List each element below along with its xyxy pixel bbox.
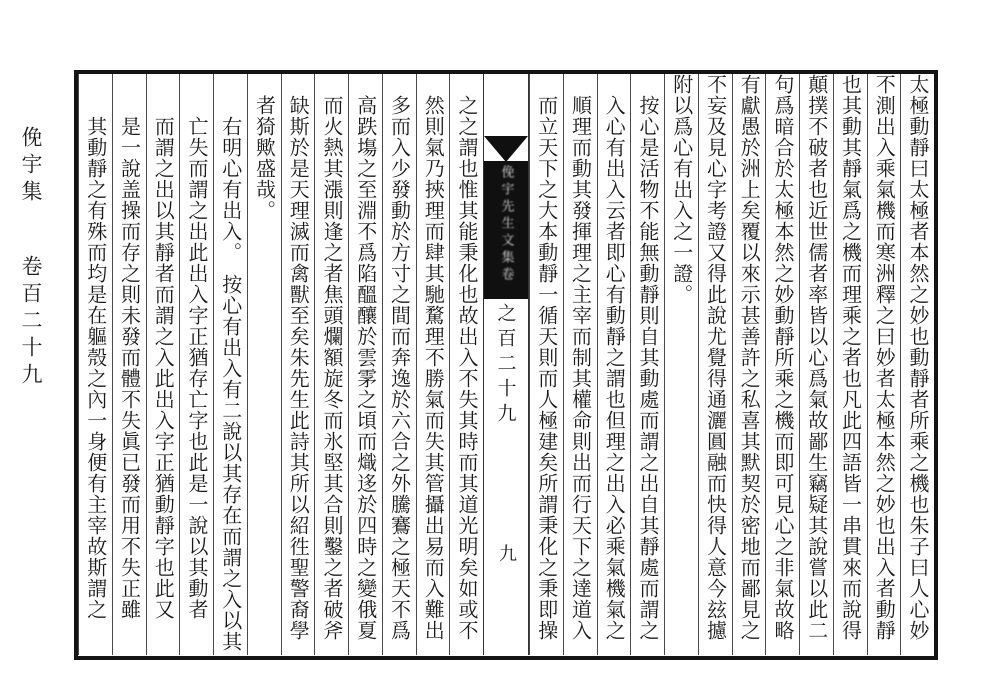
text-column: 缺斯於是天理滅而禽獸至矣朱先生此詩其所以紹徃聖警裔學 xyxy=(281,74,315,656)
text-column: 附以爲心有出入之一證。 xyxy=(664,74,698,656)
right-column-group xyxy=(529,74,934,656)
text-column: 按心是活物不能無動靜則自其動處而謂之出自其靜處而謂之 xyxy=(630,74,664,656)
text-column: 高跌塲之至淵不爲陷醞釀於雲雺之頃而熾迻於四時之變俄夏 xyxy=(348,74,382,656)
collection-title: 俛宇集 xyxy=(19,126,43,207)
text-column: 不妄及見心字考證又得此說尤覺得通灑圓融而快得人意今玆攄 xyxy=(698,74,732,656)
left-column-group xyxy=(78,74,483,656)
text-column: 入心有出入云者即心有動靜之謂也但理之出入必乘氣機氣之 xyxy=(597,74,631,656)
text-column: 而火熱其漲則逢之者焦頭爛額旋冬而氷堅其合則鑿之者破斧 xyxy=(314,74,348,656)
text-column: 之之謂也惟其能秉化也故出入不失其時而其道光明矣如或不 xyxy=(449,74,483,656)
text-column: 然則氣乃挾理而肆其馳騖理不勝氣而失其管攝出易而入難出 xyxy=(416,74,450,656)
page-number: 九 xyxy=(496,544,517,562)
banxin-column xyxy=(483,74,529,656)
text-column: 者猗歟盛哉。 xyxy=(247,74,281,656)
text-columns xyxy=(78,74,934,656)
text-column: 太極動靜曰太極者本然之妙也動靜者所乘之機也朱子曰人心妙 xyxy=(900,74,934,656)
text-column: 亡失而謂之出此出入字正猶存亡字也此是一說以其動者 xyxy=(179,74,213,656)
banxin-book-title: 俛宇先生文集卷 xyxy=(498,165,514,284)
text-column: 多而入少發動於方寸之間而奔逸於六合之外騰鶱之極天不爲 xyxy=(382,74,416,656)
text-column: 順理而動其發揮理之主宰而制其權命則出而行天下之達道入 xyxy=(563,74,597,656)
text-column: 顛撲不破者也近世儒者率皆以心爲氣故鄙生竊疑其說嘗以此二 xyxy=(799,74,833,656)
text-column: 右明心有出入。 按心有出入有二說以其存在而謂之入以其 xyxy=(213,74,247,656)
banxin-title-bar xyxy=(484,161,528,299)
text-column: 不測出入乘氣機而寒洲釋之曰妙者太極本然之妙也出入者動靜 xyxy=(867,74,901,656)
fishtail-mark xyxy=(484,136,528,162)
text-frame xyxy=(74,70,938,660)
margin-volume-title xyxy=(16,126,46,390)
volume-label: 卷百二十九 xyxy=(19,255,43,390)
text-column: 而謂之出以其靜者而謂之入此出入字正猶動靜字也此又 xyxy=(146,74,180,656)
text-column: 是一說盖操而存之則未發而體不失眞已發而用不失正雖 xyxy=(112,74,146,656)
text-column: 也其動其靜氣爲之機而理乘之者也凡此四語皆一串貫來而說得 xyxy=(833,74,867,656)
banxin-top-margin xyxy=(484,74,528,136)
banxin-volume-number: 之百二十九 xyxy=(494,303,517,428)
text-column: 其動靜之有殊而均是在軀殼之內一身便有主宰故斯謂之 xyxy=(78,74,112,656)
text-column: 而立天下之大本動靜一循天則而人極建矣所謂秉化之秉即操 xyxy=(529,74,563,656)
text-column: 句爲暗合於太極本然之妙動靜所乘之機而即可見心之非氣故略 xyxy=(765,74,799,656)
text-column: 有獻愚於洲上矣覆以來示甚善許之私喜其默契於密地而鄙見之 xyxy=(732,74,766,656)
